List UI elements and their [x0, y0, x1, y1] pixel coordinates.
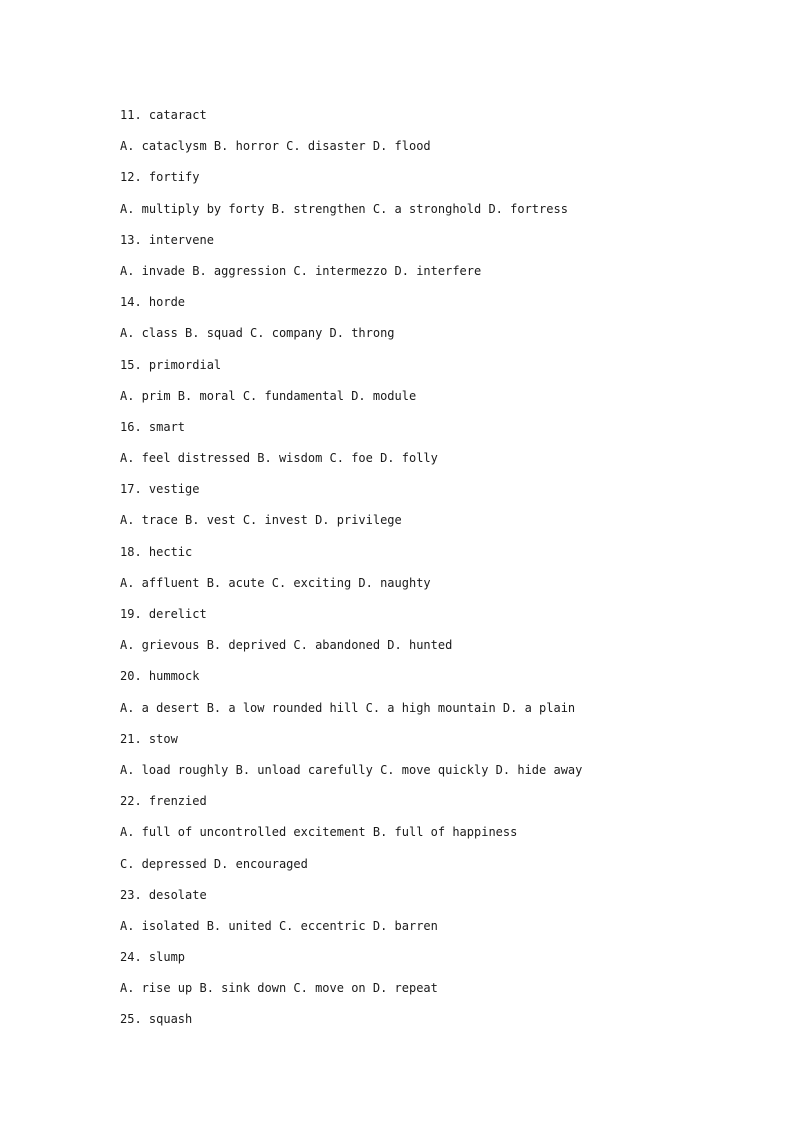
- answer-options: A. multiply by forty B. strengthen C. a stronghold D. fortress: [120, 201, 568, 216]
- answer-options: A. class B. squad C. company D. throng: [120, 326, 395, 341]
- answer-options: A. cataclysm B. horror C. disaster D. flood: [120, 139, 431, 154]
- question-stem: 20. hummock: [120, 669, 200, 684]
- question-stem: 18. hectic: [120, 544, 193, 559]
- question-stem: 21. stow: [120, 731, 178, 746]
- question-stem: 24. slump: [120, 950, 186, 965]
- question-stem: 22. frenzied: [120, 794, 207, 809]
- question-stem: 25. squash: [120, 1012, 193, 1027]
- question-stem: 15. primordial: [120, 357, 222, 372]
- answer-options: A. trace B. vest C. invest D. privilege: [120, 513, 402, 528]
- question-stem: 19. derelict: [120, 607, 207, 621]
- answer-options: A. affluent B. acute C. exciting D. naughty: [120, 575, 431, 590]
- answer-options: A. rise up B. sink down C. move on D. repeat: [120, 981, 438, 996]
- answer-options: A. isolated B. united C. eccentric D. barren: [120, 918, 438, 933]
- answer-options: A. grievous B. deprived C. abandoned D. hunted: [120, 638, 453, 653]
- answer-options: A. a desert B. a low rounded hill C. a high mountain D. a plain: [120, 700, 576, 715]
- question-stem: 13. intervene: [120, 232, 214, 247]
- answer-options: A. prim B. moral C. fundamental D. module: [120, 388, 417, 403]
- question-stem: 12. fortify: [120, 170, 200, 185]
- question-stem: 11. cataract: [120, 108, 207, 122]
- question-stem: 16. smart: [120, 419, 186, 434]
- question-stem: 14. horde: [120, 295, 186, 310]
- answer-options-continued: C. depressed D. encouraged: [120, 856, 308, 871]
- question-list: [120, 104, 740, 1040]
- answer-options: A. full of uncontrolled excitement B. full of happiness: [120, 825, 518, 840]
- answer-options: A. load roughly B. unload carefully C. move quickly D. hide away: [120, 762, 583, 777]
- question-stem: 23. desolate: [120, 887, 207, 902]
- answer-options: A. invade B. aggression C. intermezzo D. interfere: [120, 263, 482, 278]
- answer-options: A. feel distressed B. wisdom C. foe D. folly: [120, 451, 438, 466]
- question-stem: 17. vestige: [120, 482, 200, 497]
